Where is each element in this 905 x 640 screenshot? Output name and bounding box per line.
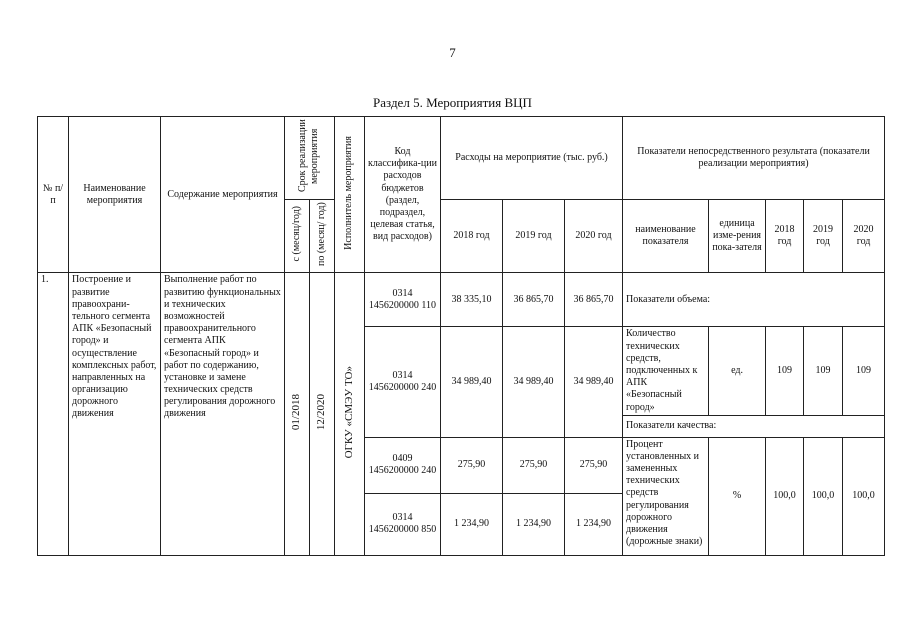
col-ind-unit-header: единица изме-рения пока-зателя xyxy=(709,200,766,273)
col-term-to-header xyxy=(310,200,335,273)
code-cell: 0409 1456200000 240 xyxy=(365,437,441,493)
indicator-1-name: Количество технических средств, подключенных к АПК «Безопасный город» xyxy=(623,327,709,415)
col-ind-2020-header: 2020 год xyxy=(843,200,885,273)
col-year-2020-header: 2020 год xyxy=(565,200,623,273)
measures-table xyxy=(37,116,885,556)
row-content: Выполнение работ по развитию функциональных и технических возможностей правоохранительного сегмента АПК «Безопасный город» и работ по содержанию, установке и замене технических средств регулирования дорожного движения xyxy=(161,273,285,556)
term-to-label: по (месяц/ год) xyxy=(315,202,327,267)
expense-2020-cell: 34 989,40 xyxy=(565,327,623,437)
col-code-header: Код классифика-ции расходов бюджетов (раздел, подраздел, целевая статья, вид расходов) xyxy=(365,117,441,273)
term-to-value: 12/2020 xyxy=(315,394,328,431)
code-cell: 0314 1456200000 110 xyxy=(365,273,441,327)
col-ind-2019-header: 2019 год xyxy=(804,200,843,273)
expense-2020-cell: 275,90 xyxy=(565,437,623,493)
table-row xyxy=(38,273,885,327)
indicator-2-name: Процент установленных и замененных технических средств регулирования дорожного движения (дорожные знаки) xyxy=(623,437,709,556)
indicator-1-2019: 109 xyxy=(804,327,843,415)
col-ind-2018-header: 2018 год xyxy=(766,200,804,273)
row-name: Построение и развитие правоохрани-тельного сегмента АПК «Безопасный город» и осуществление комплексных работ, направленных на организацию дорожного движения xyxy=(69,273,161,556)
expense-2019-cell: 34 989,40 xyxy=(503,327,565,437)
indicator-2-2020: 100,0 xyxy=(843,437,885,556)
expense-2020-cell: 1 234,90 xyxy=(565,493,623,555)
executor-value: ОГКУ «СМЭУ ТО» xyxy=(342,365,355,459)
col-indicators-group-header: Показатели непосредственного результата (показатели реализации мероприятия) xyxy=(623,117,885,200)
col-year-2019-header: 2019 год xyxy=(503,200,565,273)
spacer-cell xyxy=(365,555,623,556)
col-content-header: Содержание мероприятия xyxy=(161,117,285,273)
col-term-from-header xyxy=(285,200,310,273)
col-num-header: № п/п xyxy=(38,117,69,273)
quality-indicators-label: Показатели качества: xyxy=(623,415,885,437)
expense-2018-cell: 38 335,10 xyxy=(441,273,503,327)
term-from-value: 01/2018 xyxy=(290,394,303,431)
executor-label: Исполнитель мероприятия xyxy=(343,135,355,250)
volume-indicators-label: Показатели объема: xyxy=(623,273,885,327)
col-expenses-group-header: Расходы на мероприятие (тыс. руб.) xyxy=(441,117,623,200)
indicator-2-2019: 100,0 xyxy=(804,437,843,556)
row-num: 1. xyxy=(38,273,69,556)
term-group-label: Срок реализации мероприятия xyxy=(297,119,321,193)
col-name-header: Наименование мероприятия xyxy=(69,117,161,273)
row-executor xyxy=(335,273,365,556)
indicator-2-unit: % xyxy=(709,437,766,556)
indicator-1-2018: 109 xyxy=(766,327,804,415)
indicator-1-2020: 109 xyxy=(843,327,885,415)
term-from-label: с (месяц/год) xyxy=(290,206,302,262)
row-term-to xyxy=(310,273,335,556)
expense-2019-cell: 275,90 xyxy=(503,437,565,493)
page-number: 7 xyxy=(449,45,456,60)
code-cell: 0314 1456200000 850 xyxy=(365,493,441,555)
indicator-1-unit: ед. xyxy=(709,327,766,415)
expense-2018-cell: 275,90 xyxy=(441,437,503,493)
expense-2020-cell: 36 865,70 xyxy=(565,273,623,327)
indicator-2-2018: 100,0 xyxy=(766,437,804,556)
row-term-from xyxy=(285,273,310,556)
expense-2018-cell: 34 989,40 xyxy=(441,327,503,437)
expense-2019-cell: 1 234,90 xyxy=(503,493,565,555)
expense-2018-cell: 1 234,90 xyxy=(441,493,503,555)
code-cell: 0314 1456200000 240 xyxy=(365,327,441,437)
col-ind-name-header: наименование показателя xyxy=(623,200,709,273)
col-term-group-header xyxy=(285,117,335,200)
col-executor-header xyxy=(335,117,365,273)
expense-2019-cell: 36 865,70 xyxy=(503,273,565,327)
section-title: Раздел 5. Мероприятия ВЦП xyxy=(373,95,532,110)
header-row-1 xyxy=(38,117,885,200)
col-year-2018-header: 2018 год xyxy=(441,200,503,273)
